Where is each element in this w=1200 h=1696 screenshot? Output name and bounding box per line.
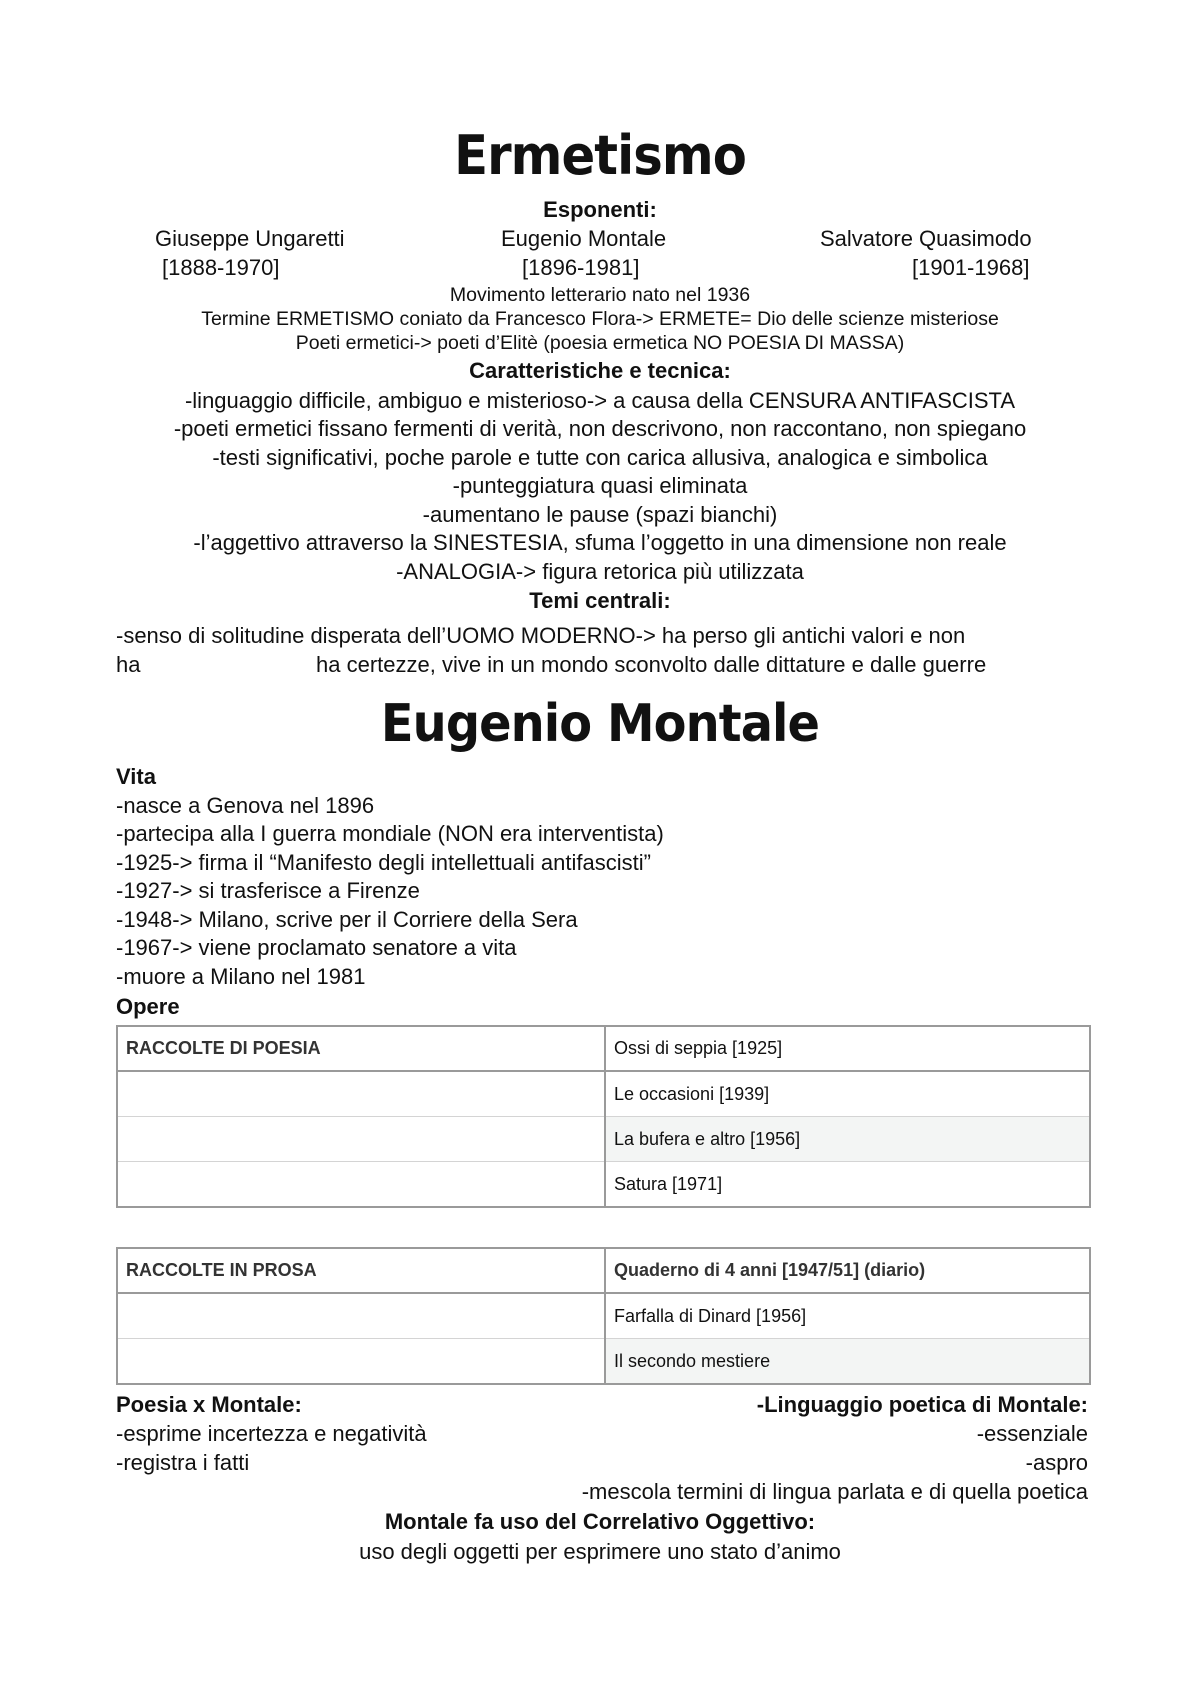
- caratteristiche-item: -poeti ermetici fissano fermenti di verità, non descrivono, non raccontano, non spiegano: [173, 416, 1027, 441]
- vita-item: -nasce a Genova nel 1896: [116, 793, 375, 818]
- linguaggio-item: -mescola termini di lingua parlata e di quella poetica: [581, 1479, 1088, 1504]
- caratteristiche-item: -testi significativi, poche parole e tutte con carica allusiva, analogica e simbolica: [212, 445, 988, 470]
- table-cell-empty: [117, 1117, 605, 1162]
- poesia-item: -registra i fatti: [116, 1450, 250, 1475]
- intro-line: Termine ERMETISMO coniato da Francesco Flora-> ERMETE= Dio delle scienze misteriose: [201, 308, 999, 330]
- linguaggio-item: -aspro: [1025, 1450, 1088, 1475]
- table-cell: Ossi di seppia [1925]: [605, 1026, 1090, 1071]
- correlativo-text: uso degli oggetti per esprimere uno stato d’animo: [359, 1539, 841, 1564]
- temi-line-end: ha certezze, vive in un mondo sconvolto dalle dittature e dalle guerre: [316, 652, 987, 677]
- poet-name-montale: Eugenio Montale: [501, 226, 667, 251]
- intro-line: Movimento letterario nato nel 1936: [449, 284, 751, 306]
- esponenti-heading: Esponenti:: [543, 197, 657, 222]
- title-ermetismo: Ermetismo: [454, 124, 746, 187]
- opere-heading: Opere: [116, 994, 180, 1019]
- table-header: RACCOLTE IN PROSA: [117, 1248, 605, 1293]
- temi-line: -senso di solitudine disperata dell’UOMO MODERNO-> ha perso gli antichi valori e non: [116, 623, 966, 648]
- linguaggio-item: -essenziale: [976, 1421, 1088, 1446]
- vita-item: -1967-> viene proclamato senatore a vita: [116, 935, 517, 960]
- correlativo-heading: Montale fa uso del Correlativo Oggettivo:: [384, 1509, 816, 1534]
- temi-heading: Temi centrali:: [529, 588, 671, 613]
- poet-name-quasimodo: Salvatore Quasimodo: [820, 226, 1032, 251]
- table-cell-empty: [117, 1162, 605, 1208]
- poet-name-ungaretti: Giuseppe Ungaretti: [155, 226, 345, 251]
- table-cell: Il secondo mestiere: [605, 1339, 1090, 1385]
- table-cell-empty: [117, 1293, 605, 1339]
- table-cell: La bufera e altro [1956]: [605, 1117, 1090, 1162]
- vita-item: -muore a Milano nel 1981: [116, 964, 366, 989]
- caratteristiche-heading: Caratteristiche e tecnica:: [469, 358, 731, 383]
- temi-line-start: ha: [116, 652, 141, 677]
- caratteristiche-item: -linguaggio difficile, ambiguo e misterioso-> a causa della CENSURA ANTIFASCISTA: [184, 388, 1016, 413]
- poesia-item: -esprime incertezza e negatività: [116, 1421, 427, 1446]
- title-montale: Eugenio Montale: [380, 694, 820, 754]
- vita-item: -1948-> Milano, scrive per il Corriere della Sera: [116, 907, 578, 932]
- poet-years-ungaretti: [1888-1970]: [162, 255, 280, 280]
- vita-heading: Vita: [116, 764, 156, 789]
- table-cell: Farfalla di Dinard [1956]: [605, 1293, 1090, 1339]
- vita-item: -1927-> si trasferisce a Firenze: [116, 878, 420, 903]
- caratteristiche-item: -l’aggettivo attraverso la SINESTESIA, sfuma l’oggetto in una dimensione non reale: [193, 530, 1007, 555]
- poesia-table: [116, 1025, 1091, 1208]
- table-cell-empty: [117, 1339, 605, 1385]
- table-cell: Satura [1971]: [605, 1162, 1090, 1208]
- table-cell: Le occasioni [1939]: [605, 1071, 1090, 1117]
- vita-item: -partecipa alla I guerra mondiale (NON era interventista): [116, 821, 664, 846]
- intro-line: Poeti ermetici-> poeti d’Elitè (poesia ermetica NO POESIA DI MASSA): [295, 332, 905, 354]
- caratteristiche-item: -ANALOGIA-> figura retorica più utilizzata: [396, 559, 804, 584]
- caratteristiche-item: -aumentano le pause (spazi bianchi): [422, 502, 778, 527]
- prosa-table: [116, 1247, 1091, 1385]
- poet-years-montale: [1896-1981]: [522, 255, 640, 280]
- caratteristiche-item: -punteggiatura quasi eliminata: [452, 473, 748, 498]
- poesia-heading: Poesia x Montale:: [116, 1392, 302, 1417]
- vita-item: -1925-> firma il “Manifesto degli intellettuali antifascisti”: [116, 850, 651, 875]
- poet-years-quasimodo: [1901-1968]: [912, 255, 1030, 280]
- table-cell-empty: [117, 1071, 605, 1117]
- linguaggio-heading: -Linguaggio poetica di Montale:: [756, 1392, 1088, 1417]
- table-header: RACCOLTE DI POESIA: [117, 1026, 605, 1071]
- table-cell: Quaderno di 4 anni [1947/51] (diario): [605, 1248, 1090, 1293]
